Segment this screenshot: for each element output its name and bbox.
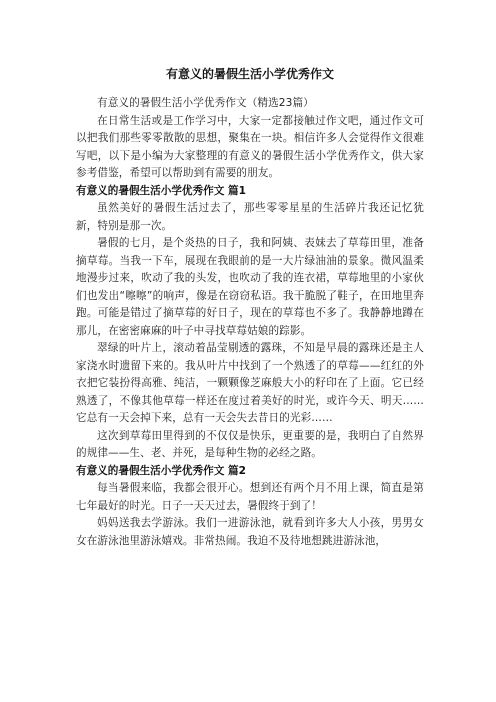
body-paragraph: 暑假的七月，是个炎热的日子，我和阿姨、表妹去了草莓田里，准备摘草莓。当我一下车，展现在我眼前的是一大片绿油油的景象。微风温柔地漫步过来，吹动了我的头发，也吹动了我的连衣裙，草莓地里的小家伙们也发出“嚓嚓”的响声，像是在窃窃私语。我干脆脱了鞋子，在田地里奔跑。可能是错过了摘草莓的好日子，现在的草莓也不多了。我静静地蹲在那儿，在密密麻麻的叶子中寻找草莓姑娘的踪影。 <box>76 237 424 337</box>
section-heading: 有意义的暑假生活小学优秀作文 篇1 <box>76 184 246 197</box>
section-heading: 有意义的暑假生活小学优秀作文 篇2 <box>76 464 246 477</box>
body-paragraph: 每当暑假来临，我都会很开心。想到还有两个月不用上课，简直是第七年最好的时光。日子一天天过去，暑假终于到了！ <box>76 482 424 512</box>
body-paragraph: 这次到草莓田里得到的不仅仅是快乐，更重要的是，我明白了自然界的规律——生、老、并死，是每种生物的必经之路。 <box>76 429 424 459</box>
intro-paragraph: 在日常生活或是工作学习中，大家一定都接触过作文吧，通过作文可以把我们那些零零散散的思想，聚集在一块。相信许多人会觉得作文很难写吧，以下是小编为大家整理的有意义的暑假生活小学优秀作文，供大家参考借鉴，希望可以帮助到有需要的朋友。 <box>76 114 424 179</box>
body-paragraph: 虽然美好的暑假生活过去了，那些零零星星的生活碎片我还记忆犹新，特别是那一次。 <box>76 202 424 232</box>
body-paragraph: 翠绿的叶片上，滚动着晶莹剔透的露珠，不知是早晨的露珠还是主人家浇水时遗留下来的。我从叶片中找到了一个熟透了的草莓——红红的外衣把它装扮得高雅、纯洁，一颗颗像芝麻般大小的籽印在了上面。它已经熟透了，不像其他草莓一样还在度过着美好的时光，或许今天、明天……它总有一天会掉下来，总有一天会失去昔日的光彩…… <box>76 342 424 424</box>
document-title: 有意义的暑假生活小学优秀作文 <box>165 67 334 81</box>
essay-section-1 <box>76 183 424 463</box>
body-paragraph: 妈妈送我去学游泳。我们一进游泳池，就看到许多大人小孩，男男女女在游泳池里游泳嬉戏。非常热闹。我迫不及待地想跳进游泳池， <box>76 517 424 547</box>
document-subtitle: 有意义的暑假生活小学优秀作文（精选23篇） <box>97 97 314 109</box>
essay-section-2 <box>76 463 424 551</box>
